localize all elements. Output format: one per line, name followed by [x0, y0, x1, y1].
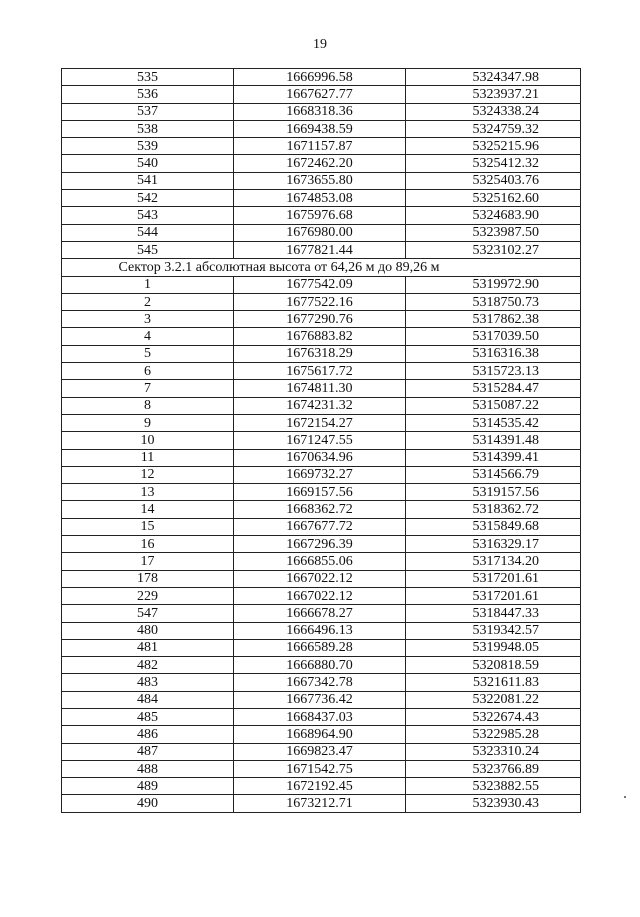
point-number-cell: 489 — [62, 778, 234, 795]
y-coordinate-cell: 5324759.32 — [406, 120, 581, 137]
table-row — [62, 639, 581, 656]
y-coordinate-cell: 5318447.33 — [406, 605, 581, 622]
x-coordinate-cell: 1666589.28 — [234, 639, 406, 656]
point-number-cell: 480 — [62, 622, 234, 639]
y-coordinate-cell: 5317201.61 — [406, 570, 581, 587]
point-number-cell: 537 — [62, 103, 234, 120]
y-coordinate-cell: 5314391.48 — [406, 432, 581, 449]
y-coordinate-cell: 5322081.22 — [406, 691, 581, 708]
y-coordinate-cell: 5319948.05 — [406, 639, 581, 656]
table-row — [62, 501, 581, 518]
y-coordinate-cell: 5319342.57 — [406, 622, 581, 639]
x-coordinate-cell: 1676883.82 — [234, 328, 406, 345]
table-row — [62, 103, 581, 120]
x-coordinate-cell: 1671247.55 — [234, 432, 406, 449]
x-coordinate-cell: 1671542.75 — [234, 760, 406, 777]
table-row — [62, 311, 581, 328]
table-row — [62, 691, 581, 708]
x-coordinate-cell: 1670634.96 — [234, 449, 406, 466]
point-number-cell: 13 — [62, 484, 234, 501]
y-coordinate-cell: 5318362.72 — [406, 501, 581, 518]
point-number-cell: 538 — [62, 120, 234, 137]
point-number-cell: 14 — [62, 501, 234, 518]
point-number-cell: 5 — [62, 345, 234, 362]
y-coordinate-cell: 5324683.90 — [406, 207, 581, 224]
point-number-cell: 6 — [62, 363, 234, 380]
y-coordinate-cell: 5317201.61 — [406, 587, 581, 604]
table-row — [62, 518, 581, 535]
table-row — [62, 414, 581, 431]
x-coordinate-cell: 1667022.12 — [234, 570, 406, 587]
y-coordinate-cell: 5317862.38 — [406, 311, 581, 328]
point-number-cell: 535 — [62, 69, 234, 86]
point-number-cell: 543 — [62, 207, 234, 224]
table-row — [62, 726, 581, 743]
table-row — [62, 743, 581, 760]
x-coordinate-cell: 1669157.56 — [234, 484, 406, 501]
y-coordinate-cell: 5315087.22 — [406, 397, 581, 414]
table-row — [62, 397, 581, 414]
x-coordinate-cell: 1674853.08 — [234, 190, 406, 207]
point-number-cell: 541 — [62, 172, 234, 189]
table-row — [62, 86, 581, 103]
point-number-cell: 12 — [62, 466, 234, 483]
x-coordinate-cell: 1677821.44 — [234, 241, 406, 258]
y-coordinate-cell: 5316329.17 — [406, 536, 581, 553]
x-coordinate-cell: 1675976.68 — [234, 207, 406, 224]
point-number-cell: 485 — [62, 708, 234, 725]
x-coordinate-cell: 1677522.16 — [234, 293, 406, 310]
x-coordinate-cell: 1676980.00 — [234, 224, 406, 241]
point-number-cell: 178 — [62, 570, 234, 587]
x-coordinate-cell: 1666855.06 — [234, 553, 406, 570]
coordinates-table-sector-section — [62, 276, 581, 812]
point-number-cell: 16 — [62, 536, 234, 553]
y-coordinate-cell: 5317039.50 — [406, 328, 581, 345]
y-coordinate-cell: 5321611.83 — [406, 674, 581, 691]
table-row — [62, 155, 581, 172]
y-coordinate-cell: 5314566.79 — [406, 466, 581, 483]
y-coordinate-cell: 5315723.13 — [406, 363, 581, 380]
y-coordinate-cell: 5317134.20 — [406, 553, 581, 570]
point-number-cell: 229 — [62, 587, 234, 604]
table-row — [62, 622, 581, 639]
scan-speck — [624, 796, 626, 798]
table-row — [62, 363, 581, 380]
x-coordinate-cell: 1668437.03 — [234, 708, 406, 725]
x-coordinate-cell: 1668362.72 — [234, 501, 406, 518]
point-number-cell: 542 — [62, 190, 234, 207]
y-coordinate-cell: 5320818.59 — [406, 657, 581, 674]
x-coordinate-cell: 1672192.45 — [234, 778, 406, 795]
table-row — [62, 293, 581, 310]
x-coordinate-cell: 1668318.36 — [234, 103, 406, 120]
point-number-cell: 481 — [62, 639, 234, 656]
point-number-cell: 539 — [62, 138, 234, 155]
x-coordinate-cell: 1666678.27 — [234, 605, 406, 622]
coordinates-table — [61, 68, 581, 813]
table-row — [62, 674, 581, 691]
point-number-cell: 3 — [62, 311, 234, 328]
x-coordinate-cell: 1666996.58 — [234, 69, 406, 86]
y-coordinate-cell: 5322985.28 — [406, 726, 581, 743]
x-coordinate-cell: 1669438.59 — [234, 120, 406, 137]
table-row — [62, 553, 581, 570]
point-number-cell: 10 — [62, 432, 234, 449]
table-row — [62, 276, 581, 293]
x-coordinate-cell: 1672154.27 — [234, 414, 406, 431]
y-coordinate-cell: 5323937.21 — [406, 86, 581, 103]
x-coordinate-cell: 1667736.42 — [234, 691, 406, 708]
point-number-cell: 547 — [62, 605, 234, 622]
table-row — [62, 605, 581, 622]
point-number-cell: 490 — [62, 795, 234, 812]
table-row — [62, 708, 581, 725]
point-number-cell: 544 — [62, 224, 234, 241]
table-row — [62, 328, 581, 345]
y-coordinate-cell: 5325412.32 — [406, 155, 581, 172]
x-coordinate-cell: 1675617.72 — [234, 363, 406, 380]
table-row — [62, 172, 581, 189]
table-row — [62, 449, 581, 466]
table-row — [62, 69, 581, 86]
x-coordinate-cell: 1667677.72 — [234, 518, 406, 535]
x-coordinate-cell: 1667296.39 — [234, 536, 406, 553]
table-row — [62, 207, 581, 224]
y-coordinate-cell: 5319972.90 — [406, 276, 581, 293]
x-coordinate-cell: 1669732.27 — [234, 466, 406, 483]
point-number-cell: 4 — [62, 328, 234, 345]
point-number-cell: 15 — [62, 518, 234, 535]
y-coordinate-cell: 5316316.38 — [406, 345, 581, 362]
y-coordinate-cell: 5323882.55 — [406, 778, 581, 795]
table-row — [62, 778, 581, 795]
point-number-cell: 9 — [62, 414, 234, 431]
x-coordinate-cell: 1669823.47 — [234, 743, 406, 760]
table-row — [62, 587, 581, 604]
y-coordinate-cell: 5315849.68 — [406, 518, 581, 535]
coordinates-table-top-section — [62, 69, 581, 259]
table-row — [62, 120, 581, 137]
table-row — [62, 484, 581, 501]
x-coordinate-cell: 1668964.90 — [234, 726, 406, 743]
point-number-cell: 545 — [62, 241, 234, 258]
y-coordinate-cell: 5323310.24 — [406, 743, 581, 760]
point-number-cell: 487 — [62, 743, 234, 760]
page-number: 19 — [313, 37, 327, 52]
x-coordinate-cell: 1677542.09 — [234, 276, 406, 293]
y-coordinate-cell: 5324338.24 — [406, 103, 581, 120]
y-coordinate-cell: 5323766.89 — [406, 760, 581, 777]
point-number-cell: 11 — [62, 449, 234, 466]
point-number-cell: 2 — [62, 293, 234, 310]
point-number-cell: 17 — [62, 553, 234, 570]
x-coordinate-cell: 1674231.32 — [234, 397, 406, 414]
x-coordinate-cell: 1677290.76 — [234, 311, 406, 328]
point-number-cell: 484 — [62, 691, 234, 708]
table-row — [62, 224, 581, 241]
x-coordinate-cell: 1666880.70 — [234, 657, 406, 674]
table-row — [62, 760, 581, 777]
y-coordinate-cell: 5325403.76 — [406, 172, 581, 189]
y-coordinate-cell: 5323102.27 — [406, 241, 581, 258]
point-number-cell: 8 — [62, 397, 234, 414]
table-row — [62, 795, 581, 812]
coordinates-table-section-header — [62, 259, 581, 276]
point-number-cell: 486 — [62, 726, 234, 743]
x-coordinate-cell: 1676318.29 — [234, 345, 406, 362]
y-coordinate-cell: 5323987.50 — [406, 224, 581, 241]
y-coordinate-cell: 5325162.60 — [406, 190, 581, 207]
table-row — [62, 190, 581, 207]
table-row — [62, 345, 581, 362]
table-row — [62, 432, 581, 449]
table-row — [62, 241, 581, 258]
x-coordinate-cell: 1671157.87 — [234, 138, 406, 155]
y-coordinate-cell: 5315284.47 — [406, 380, 581, 397]
point-number-cell: 7 — [62, 380, 234, 397]
y-coordinate-cell: 5325215.96 — [406, 138, 581, 155]
point-number-cell: 540 — [62, 155, 234, 172]
y-coordinate-cell: 5324347.98 — [406, 69, 581, 86]
x-coordinate-cell: 1674811.30 — [234, 380, 406, 397]
point-number-cell: 483 — [62, 674, 234, 691]
point-number-cell: 482 — [62, 657, 234, 674]
x-coordinate-cell: 1673212.71 — [234, 795, 406, 812]
y-coordinate-cell: 5322674.43 — [406, 708, 581, 725]
x-coordinate-cell: 1673655.80 — [234, 172, 406, 189]
y-coordinate-cell: 5314535.42 — [406, 414, 581, 431]
point-number-cell: 536 — [62, 86, 234, 103]
y-coordinate-cell: 5323930.43 — [406, 795, 581, 812]
x-coordinate-cell: 1667627.77 — [234, 86, 406, 103]
y-coordinate-cell: 5319157.56 — [406, 484, 581, 501]
x-coordinate-cell: 1667342.78 — [234, 674, 406, 691]
point-number-cell: 1 — [62, 276, 234, 293]
table-row — [62, 466, 581, 483]
table-row — [62, 657, 581, 674]
x-coordinate-cell: 1666496.13 — [234, 622, 406, 639]
table-row — [62, 570, 581, 587]
section-title: Сектор 3.2.1 абсолютная высота от 64,26 м до 89,26 м — [62, 259, 581, 276]
table-row — [62, 380, 581, 397]
y-coordinate-cell: 5314399.41 — [406, 449, 581, 466]
x-coordinate-cell: 1667022.12 — [234, 587, 406, 604]
table-row — [62, 138, 581, 155]
section-title-row — [62, 259, 581, 276]
y-coordinate-cell: 5318750.73 — [406, 293, 581, 310]
x-coordinate-cell: 1672462.20 — [234, 155, 406, 172]
table-row — [62, 536, 581, 553]
point-number-cell: 488 — [62, 760, 234, 777]
